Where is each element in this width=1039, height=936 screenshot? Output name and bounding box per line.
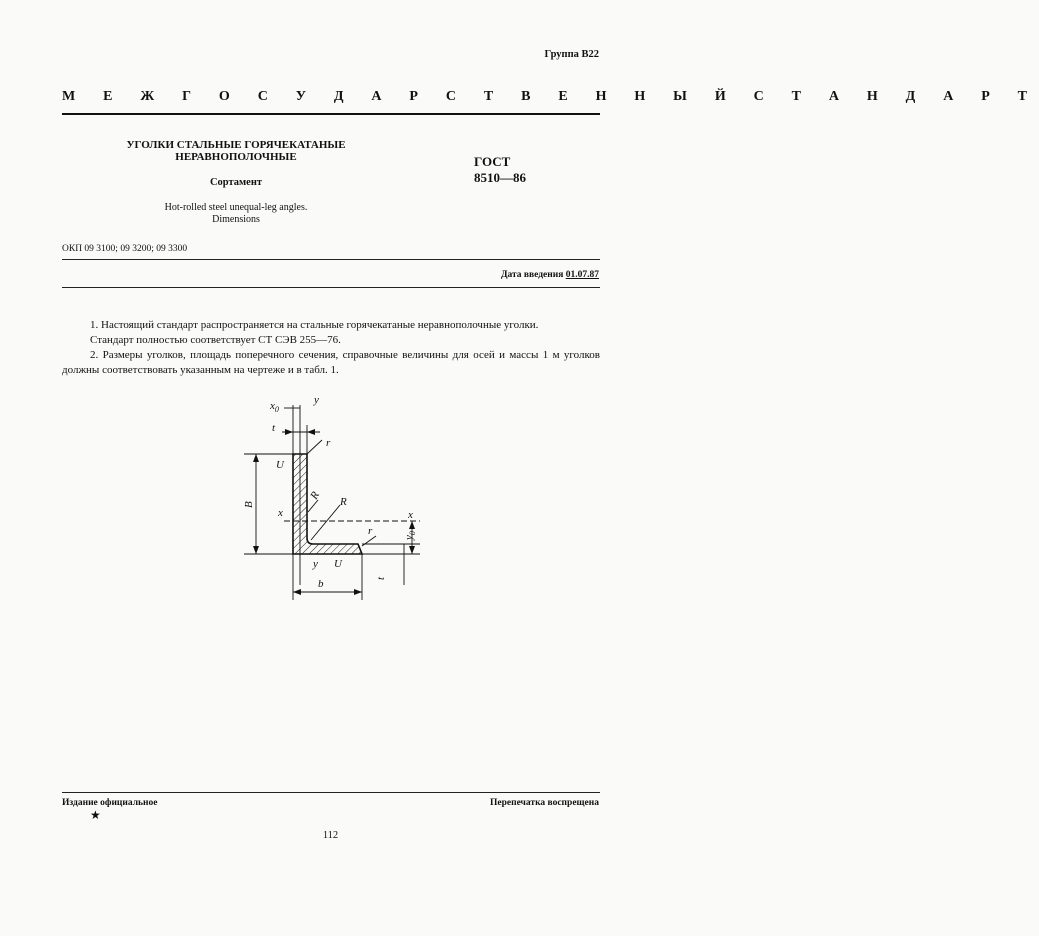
label-x-right: x	[408, 509, 413, 521]
label-r-right: r	[368, 525, 373, 537]
gost-number: 8510—86	[474, 170, 526, 185]
paragraph-2: 2. Размеры уголков, площадь поперечного сечения, справочные величины для осей и массы 1 м уголков должны соответствовать указанным на чертеже и в табл. 1.	[62, 349, 600, 376]
title-block	[110, 139, 362, 226]
effective-date-value: 01.07.87	[565, 270, 599, 280]
label-B: B	[243, 501, 255, 508]
english-title-line-1: Hot-rolled steel unequal-leg angles.	[164, 202, 308, 213]
label-u-left: U	[276, 459, 284, 471]
label-u-bottom: U	[334, 558, 342, 570]
angle-profile	[293, 454, 362, 554]
dimension-lines	[244, 405, 420, 600]
header-rule	[62, 113, 600, 115]
label-x0: $x_0$	[270, 400, 279, 414]
date-rule	[62, 287, 600, 288]
body-text	[62, 318, 600, 378]
group-code: Группа В22	[544, 49, 599, 60]
label-y-top: y	[314, 394, 319, 406]
footer-rule	[62, 792, 600, 793]
english-title-line-2: Dimensions	[212, 214, 260, 225]
title-line-2: НЕРАВНОПОЛОЧНЫЕ	[175, 151, 297, 163]
reprint-note: Перепечатка воспрещена	[489, 798, 599, 808]
standard-header: М Е Ж Г О С У Д А Р С Т В Е Н Н Ы Й С Т А Н Д А Р Т	[62, 89, 1039, 104]
page-number: 112	[322, 830, 339, 841]
edition-note: Издание официальное	[62, 798, 158, 808]
label-R-outer: R	[340, 496, 347, 508]
effective-date-label: Дата введения	[500, 270, 564, 280]
label-t-top: t	[272, 422, 276, 434]
label-r-top: r	[326, 437, 331, 449]
label-y0: $y_0$	[403, 531, 417, 540]
gost-label: ГОСТ	[474, 154, 511, 169]
gost-block	[474, 154, 526, 186]
okp-codes: ОКП 09 3100; 09 3200; 09 3300	[62, 244, 188, 254]
title-line-1: УГОЛКИ СТАЛЬНЫЕ ГОРЯЧЕКАТАНЫЕ	[126, 139, 346, 151]
label-x-left: x	[278, 507, 283, 519]
paragraph-1-continued: Стандарт полностью соответствует СТ СЭВ 255—76.	[90, 334, 341, 346]
subtitle: Сортамент	[209, 177, 263, 188]
okp-rule	[62, 259, 600, 260]
label-R-inner: R	[308, 489, 322, 502]
label-y-bottom: y	[313, 558, 318, 570]
label-b: b	[318, 578, 324, 590]
paragraph-1: 1. Настоящий стандарт распространяется на стальные горячекатаные неравнополочные уголки.	[90, 319, 539, 331]
star-icon: ★	[90, 808, 101, 822]
angle-section-drawing	[230, 388, 430, 603]
effective-date	[501, 270, 599, 280]
label-t-right: t	[375, 576, 387, 580]
